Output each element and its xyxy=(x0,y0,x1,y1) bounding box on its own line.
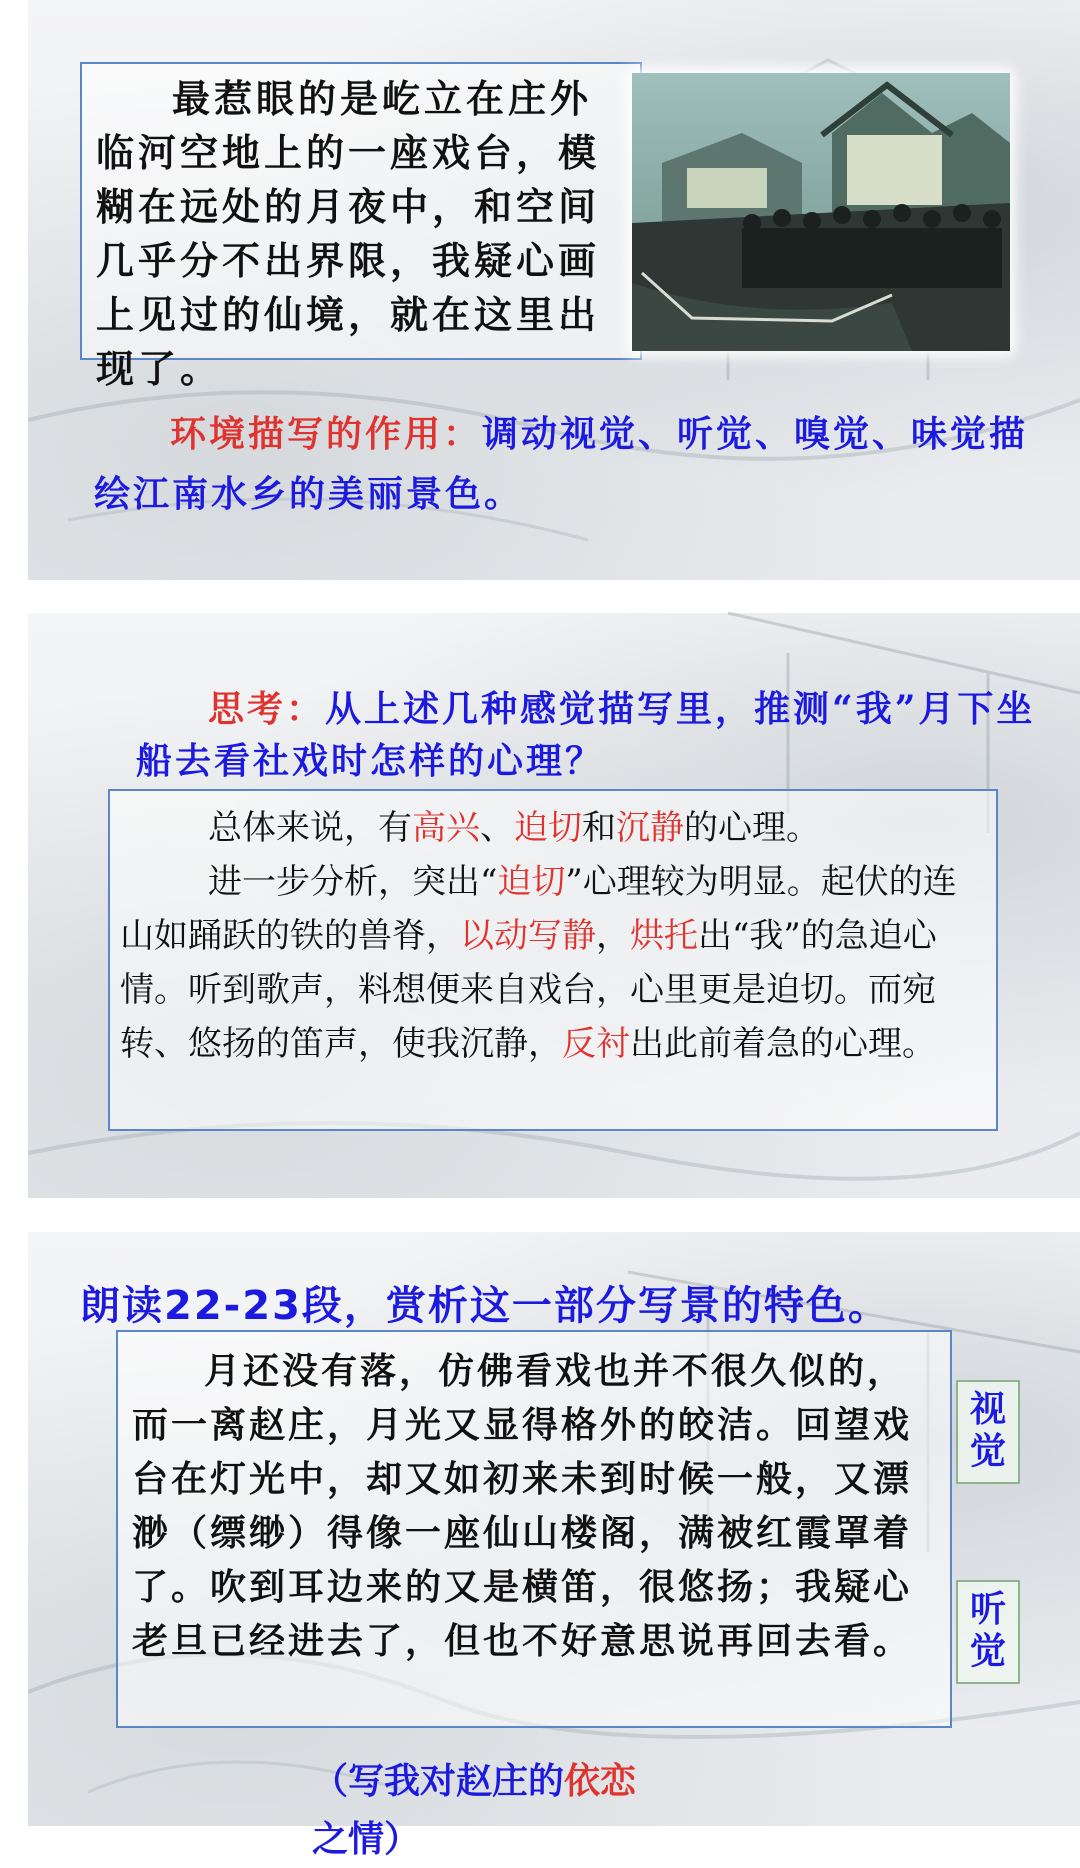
slide-1 xyxy=(28,0,1080,580)
thinking-question xyxy=(136,683,1036,787)
tag-visual: 视觉 xyxy=(956,1380,1020,1484)
passage-box xyxy=(80,62,642,391)
slide-2 xyxy=(28,613,1080,1198)
passage-text: 最惹眼的是屹立在庄外临河空地上的一座戏台，模糊在远处的月夜中，和空间几乎分不出界限，我疑心画上见过的仙境，就在这里出现了。 xyxy=(96,76,601,391)
slide-title: 朗读22-23段，赏析这一部分写景的特色。 xyxy=(80,1283,890,1329)
passage-text: 月还没有落，仿佛看戏也并不很久似的，而一离赵庄，月光又显得格外的皎洁。回望戏台在灯光中，却又如初来未到时候一般，又漂渺（缥缈）得像一座仙山楼阁，满被红霞罩着了。吹到耳边来的又是横笛，很悠扬；我疑心老旦已经进去了，但也不好意思说再回去看。 xyxy=(132,1350,913,1662)
analysis-paragraph-1: 总体来说，有高兴、迫切和沉静的心理。 xyxy=(208,808,820,848)
tag-auditory: 听觉 xyxy=(956,1580,1020,1684)
question-label: 思考： xyxy=(208,688,326,730)
note-label: 环境描写的作用： xyxy=(170,413,483,455)
analysis-box xyxy=(108,789,998,1131)
environment-note xyxy=(94,404,1034,524)
slide-3 xyxy=(28,1232,1080,1860)
analysis-paragraph-2: 进一步分析，突出“迫切”心理较为明显。起伏的连山如踊跃的铁的兽脊，以动写静，烘托出“我”的急迫心情。听到歌声，料想便来自戏台，心里更是迫切。而宛转、悠扬的笛声，使我沉静，反衬出此前着急的心理。 xyxy=(120,862,957,1064)
opera-stage-illustration xyxy=(632,73,1010,351)
passage-box xyxy=(116,1330,952,1728)
question-text: 从上述几种感觉描写里，推测“我”月下坐船去看社戏时怎样的心理？ xyxy=(136,688,1036,782)
note-text: 调动视觉、听觉、嗅觉、味觉描绘江南水乡的美丽景色。 xyxy=(94,413,1029,515)
attachment-note: （写我对赵庄的依恋之情） xyxy=(312,1760,637,1860)
